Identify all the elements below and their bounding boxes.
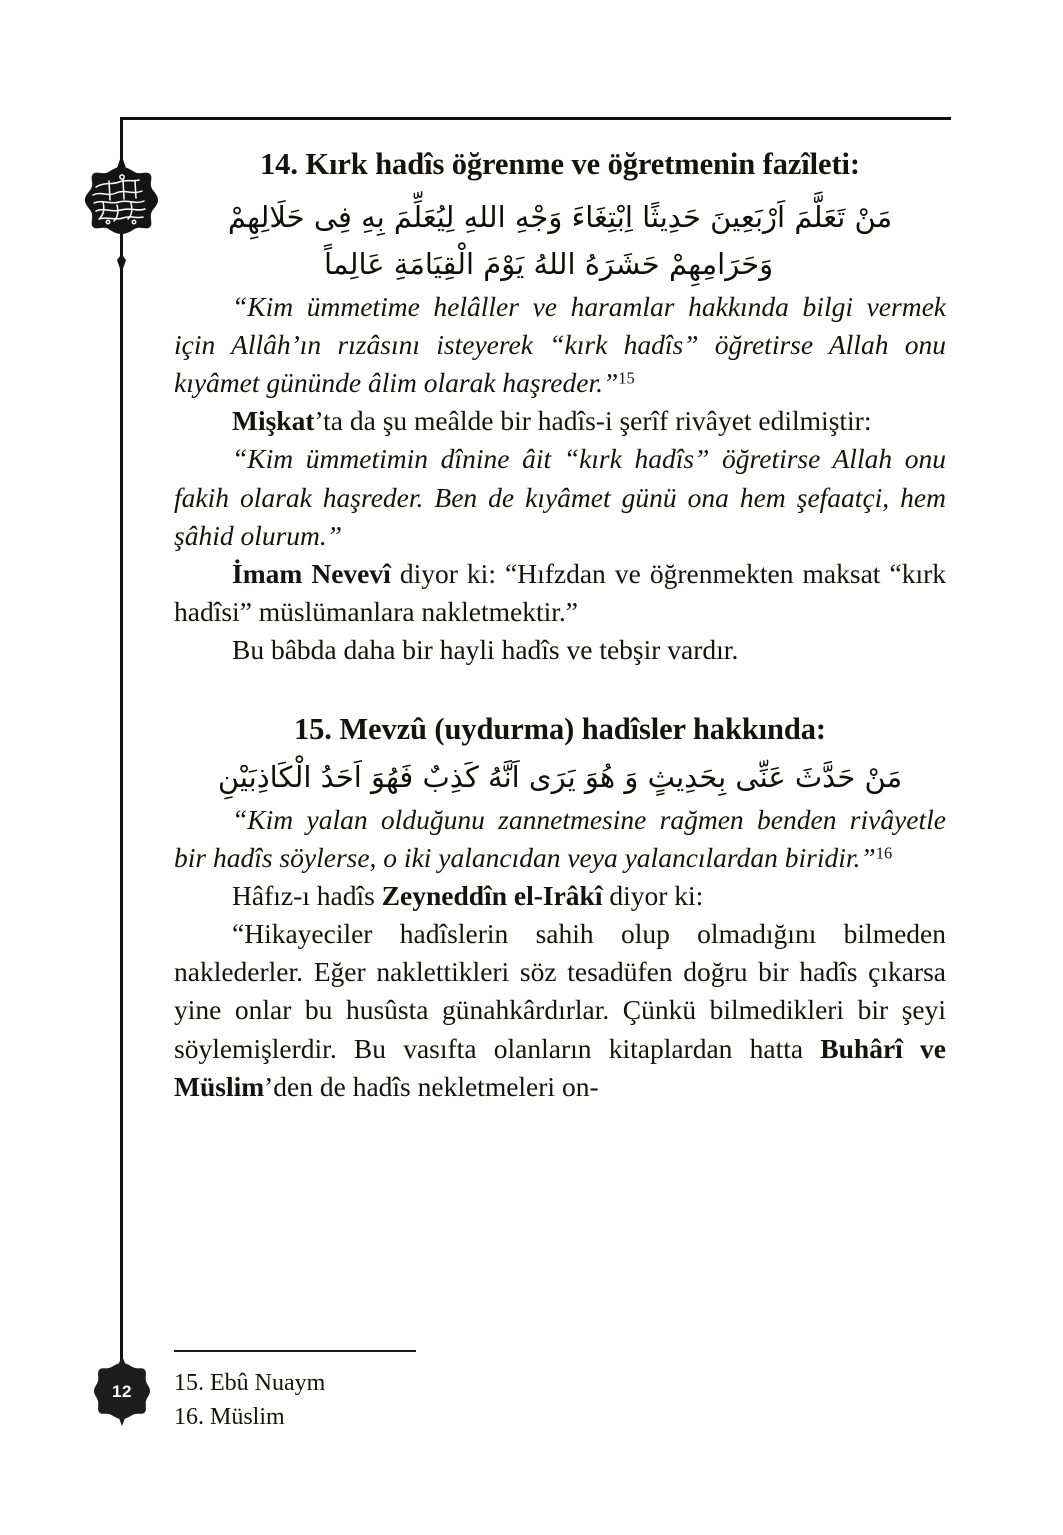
source-names-buhari-muslim: Buhârî ve Müslim [174, 1032, 947, 1102]
hafiz-lead: Hâfız-ı hadîs [232, 880, 382, 912]
footnote-marker-15: 15 [618, 368, 635, 388]
quote-text: “Kim yalan olduğunu zannetmesine rağmen benden rivâyetle bir hadîs söylerse, o iki yalancıdan veya yalancılardan biridir.” [174, 804, 946, 874]
miskat-quote-text: “Kim ümmetimin dînine âit “kırk hadîs” öğretirse Allah onu fakih olarak haşreder. Ben de kıyâmet günü ona hem şefaatçi, hem şâhid olurum.” [174, 443, 946, 551]
footnote-separator-rule [174, 1350, 416, 1352]
arabic-hadith-block-1 [174, 194, 946, 288]
decorative-rule-left [120, 117, 123, 1389]
quote-text: “Kim ümmetime helâller ve haramlar hakkında bilgi vermek için Allâh’ın rızâsını isteyerek “kırk hadîs” öğretirse Allah onu kıyâmet gününde âlim olarak haşreder.” [174, 291, 946, 399]
hafiz-rest: diyor ki: [602, 880, 704, 912]
paragraph-bu-babda: Bu bâbda daha bir hayli hadîs ve tebşir vardır. [232, 633, 739, 665]
arabic-line: وَحَرَامِهِمْ حَشَرَهُ اللهُ يَوْمَ الْقِيَامَةِ عَالِماً [324, 247, 774, 282]
paragraph-miskat-intro [174, 402, 946, 440]
text-column [174, 146, 946, 1106]
paragraph-quote-1 [174, 288, 946, 402]
nevevi-rest: diyor ki: “Hıfzdan ve öğrenmekten maksat “kırk hadîsi” müslümanlara nakletmektir.” [174, 557, 946, 627]
miskat-intro-rest: ’ta da şu meâlde bir hadîs-i şerîf rivâyet edilmiştir: [314, 405, 872, 437]
footnote-item: 15. Ebû Nuaym [174, 1370, 326, 1396]
scholar-name-nevevi: İmam Nevevî [232, 557, 391, 589]
source-name-miskat: Mişkat [232, 405, 315, 437]
footnote-item: 16. Müslim [174, 1404, 285, 1431]
arabic-line: مَنْ حَدَّثَ عَنِّى بِحَدِيثٍ وَ هُوَ يَرَى اَنَّهُ كَذِبٌ فَهُوَ اَحَدُ الْكَاذِبَيْنِ [217, 760, 903, 795]
paragraph-hafiz [174, 877, 946, 915]
section-heading-15: 15. Mevzû (uydurma) hadîsler hakkında: [293, 711, 826, 746]
arabic-hadith-block-2 [174, 754, 946, 801]
arabic-line: مَنْ تَعَلَّمَ اَرْبَعِينَ حَدِيثًا اِبْتِغَاءَ وَجْهِ اللهِ لِيُعَلِّمَ بِهِ فِى حَلَالِهِمْ [227, 200, 893, 235]
islamic-calligraphy-medallion-icon [79, 155, 164, 273]
hikayeciler-part-2: ’den de hadîs nekletmeleri on- [264, 1070, 599, 1102]
paragraph-miskat-quote [174, 440, 946, 554]
footnote-marker-16: 16 [875, 843, 893, 863]
footnotes-area [174, 1350, 946, 1434]
paragraph-quote-2 [174, 801, 946, 877]
paragraph-hikayeciler [174, 915, 946, 1105]
section-heading-14: 14. Kırk hadîs öğrenme ve öğretmenin fazîleti: [260, 147, 860, 181]
scholar-name-iraki: Zeyneddîn el-Irâkî [381, 880, 603, 912]
page-number-medallion [92, 1356, 152, 1426]
page-number-label: 12 [112, 1382, 132, 1401]
paragraph-nevevi [174, 555, 946, 631]
hikayeciler-part-1: “Hikayeciler hadîslerin sahih olup olmadığını bilmeden naklederler. Eğer naklettikleri söz tesadüfen doğru bir hadîs çıkarsa yine onlar bu husûsta günahkârdırlar. Çünkü bilmedikleri bir şeyi söylemişlerdir. Bu vasıfta olanların kitaplardan hatta [174, 918, 946, 1064]
decorative-rule-top [120, 117, 951, 120]
